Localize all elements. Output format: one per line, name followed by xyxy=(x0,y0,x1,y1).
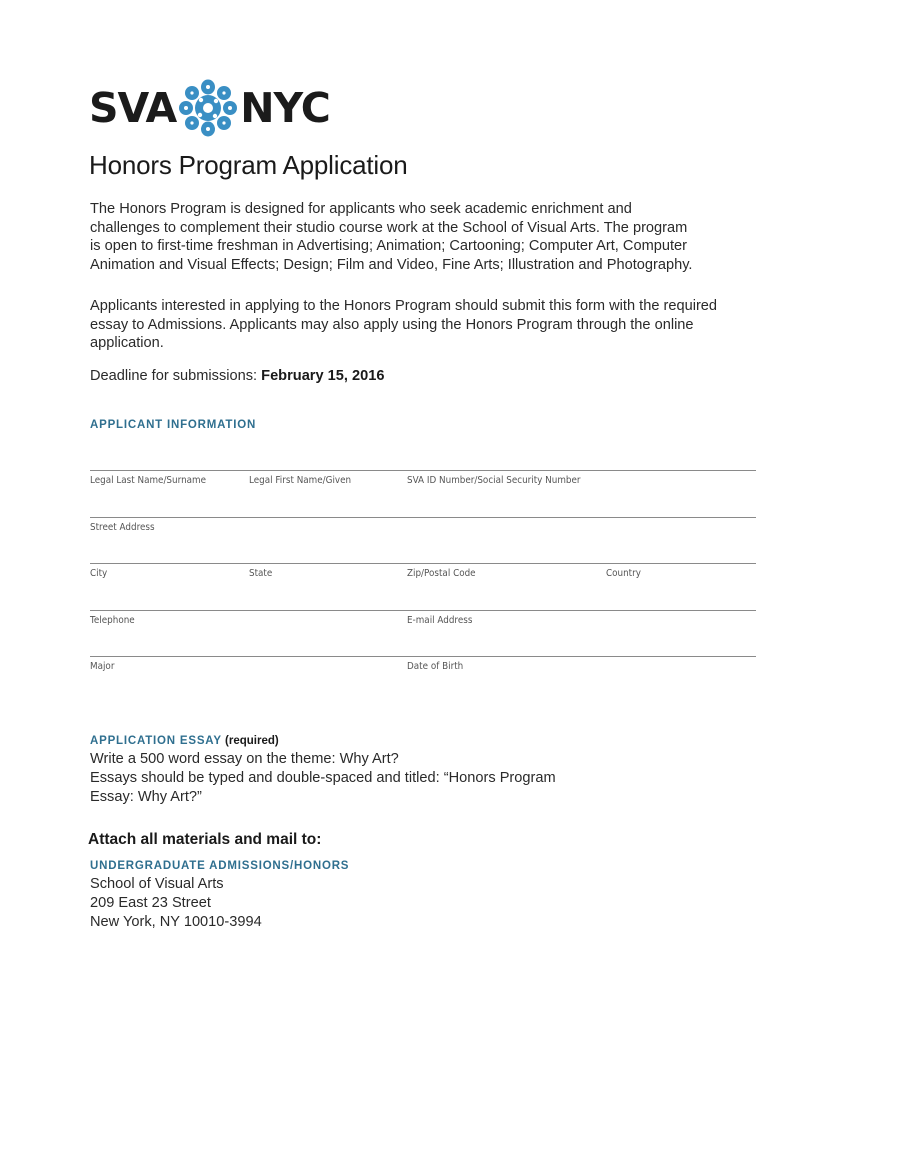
address-line: School of Visual Arts xyxy=(90,876,224,892)
mailing-address xyxy=(90,875,262,932)
date-of-birth-field[interactable]: Date of Birth xyxy=(407,661,464,672)
state-field[interactable]: State xyxy=(249,568,273,579)
applicant-information-heading: APPLICANT INFORMATION xyxy=(90,419,257,431)
instructions-line: essay to Admissions. Applicants may also apply using the Honors Program through the online xyxy=(90,316,694,333)
essay-line: Write a 500 word essay on the theme: Why Art? xyxy=(90,751,399,767)
contact-row xyxy=(90,610,756,631)
street-address-field[interactable]: Street Address xyxy=(90,522,155,533)
application-essay-heading xyxy=(90,735,279,747)
page-title: Honors Program Application xyxy=(89,150,408,180)
sva-id-field[interactable]: SVA ID Number/Social Security Number xyxy=(407,475,581,486)
first-name-field[interactable]: Legal First Name/Given xyxy=(249,475,352,486)
deadline-date: February 15, 2016 xyxy=(261,368,385,384)
city-field[interactable]: City xyxy=(90,568,108,579)
instructions-paragraph xyxy=(90,297,717,353)
essay-instructions xyxy=(90,750,556,807)
zip-field[interactable]: Zip/Postal Code xyxy=(407,568,476,579)
intro-line: Animation and Visual Effects; Design; Film and Video, Fine Arts; Illustration and Photography. xyxy=(90,257,693,274)
name-id-row xyxy=(90,470,756,491)
essay-line: Essay: Why Art?” xyxy=(90,789,202,805)
major-field[interactable]: Major xyxy=(90,661,115,672)
deadline-label: Deadline for submissions: xyxy=(90,368,262,384)
country-field[interactable]: Country xyxy=(606,568,641,579)
intro-line: The Honors Program is designed for applicants who seek academic enrichment and xyxy=(90,201,632,217)
mailing-heading: Attach all materials and mail to: xyxy=(88,831,322,848)
sva-nyc-logo xyxy=(89,78,330,138)
last-name-field[interactable]: Legal Last Name/Surname xyxy=(90,475,207,486)
address-line: New York, NY 10010-3994 xyxy=(90,914,262,930)
street-row xyxy=(90,517,756,538)
intro-line: is open to first-time freshman in Advertising; Animation; Cartooning; Computer Art, Computer xyxy=(90,238,687,255)
intro-paragraph xyxy=(90,200,692,275)
logo-nyc-text: NYC xyxy=(240,84,330,132)
deadline-text xyxy=(90,368,384,384)
address-line: 209 East 23 Street xyxy=(90,895,211,911)
intro-line: challenges to complement their studio course work at the School of Visual Arts. The program xyxy=(90,219,688,236)
essay-required-note: (required) xyxy=(221,735,279,747)
admissions-department-heading: UNDERGRADUATE ADMISSIONS/HONORS xyxy=(90,860,350,872)
logo-sva-text: SVA xyxy=(89,84,177,132)
flower-logo-icon xyxy=(177,78,239,138)
city-state-row xyxy=(90,563,756,584)
telephone-field[interactable]: Telephone xyxy=(90,615,135,626)
instructions-line: Applicants interested in applying to the Honors Program should submit this form with the required xyxy=(90,298,718,314)
instructions-line: application. xyxy=(90,335,164,352)
email-field[interactable]: E-mail Address xyxy=(407,615,473,626)
essay-heading-label: APPLICATION ESSAY xyxy=(90,735,222,747)
major-dob-row xyxy=(90,656,756,677)
essay-line: Essays should be typed and double-spaced and titled: “Honors Program xyxy=(90,770,556,786)
